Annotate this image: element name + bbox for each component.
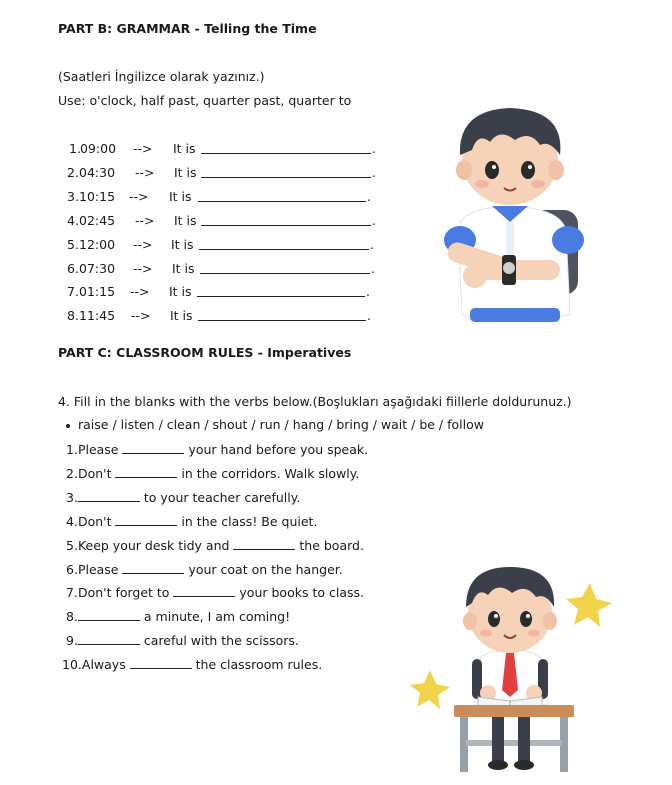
item-number: 2. — [66, 466, 78, 481]
rule-item — [62, 656, 322, 672]
time-value: 02:45 — [79, 213, 116, 228]
item-number: 2. — [67, 165, 79, 180]
it-is-text: It is — [174, 213, 197, 228]
time-item — [0, 189, 400, 205]
desk-shape — [454, 705, 574, 717]
it-is-text: It is — [169, 189, 192, 204]
rule-item — [66, 441, 368, 457]
sentence-start: Don't — [77, 466, 116, 481]
verb-blank[interactable] — [122, 561, 184, 574]
time-value: 04:30 — [79, 165, 116, 180]
arrow-text: --> — [130, 284, 150, 299]
word-bank-text: raise / listen / clean / shout / run / hang / bring / wait / be / follow — [78, 417, 484, 432]
rule-item — [66, 513, 317, 529]
item-number: 10. — [62, 657, 82, 672]
part-b-instruction-use: Use: o'clock, half past, quarter past, quarter to — [58, 93, 352, 108]
arrow-text: --> — [133, 261, 153, 276]
answer-blank[interactable] — [197, 284, 365, 297]
time-item — [0, 237, 400, 253]
sentence-end: a minute, I am coming! — [139, 609, 291, 624]
verb-blank[interactable] — [78, 608, 140, 621]
rule-item — [66, 489, 300, 505]
item-number: 5. — [66, 538, 78, 553]
part-b-heading: PART B: GRAMMAR - Telling the Time — [58, 21, 317, 36]
sentence-end: the classroom rules. — [191, 657, 323, 672]
boy-checking-watch-illustration — [420, 100, 600, 325]
end-dot: . — [367, 308, 371, 323]
rule-item — [66, 584, 364, 600]
verb-blank[interactable] — [233, 537, 295, 550]
item-number: 4. — [66, 514, 78, 529]
sentence-start: Don't — [77, 514, 116, 529]
star-icon — [410, 670, 450, 709]
part-c-instruction: 4. Fill in the blanks with the verbs below.(Boşlukları aşağıdaki fiillerle doldurunuz.) — [58, 394, 572, 409]
answer-blank[interactable] — [199, 237, 369, 250]
it-is-text: It is — [172, 261, 195, 276]
sentence-end: to your teacher carefully. — [139, 490, 301, 505]
item-number: 6. — [67, 261, 79, 276]
verb-blank[interactable] — [78, 489, 140, 502]
part-b-instruction-tr: (Saatleri İngilizce olarak yazınız.) — [58, 69, 265, 84]
time-item — [0, 213, 400, 229]
end-dot: . — [372, 213, 376, 228]
sentence-start: Please — [77, 562, 123, 577]
arrow-text: --> — [133, 237, 153, 252]
it-is-text: It is — [170, 308, 193, 323]
item-number: 6. — [66, 562, 78, 577]
end-dot: . — [366, 284, 370, 299]
item-number: 8. — [67, 308, 79, 323]
sentence-end: careful with the scissors. — [139, 633, 299, 648]
item-number: 1. — [69, 141, 81, 156]
answer-blank[interactable] — [200, 261, 370, 274]
answer-blank[interactable] — [201, 141, 371, 154]
time-item — [0, 284, 400, 300]
arrow-text: --> — [135, 165, 155, 180]
rule-item — [66, 561, 343, 577]
boy-at-desk-illustration — [400, 555, 625, 777]
answer-blank[interactable] — [198, 308, 366, 321]
item-number: 5. — [67, 237, 79, 252]
sentence-end: in the corridors. Walk slowly. — [177, 466, 360, 481]
sentence-end: the board. — [295, 538, 364, 553]
time-item — [0, 308, 400, 324]
end-dot: . — [372, 165, 376, 180]
rule-item — [66, 632, 299, 648]
time-value: 10:15 — [79, 189, 116, 204]
end-dot: . — [370, 237, 374, 252]
item-number: 3. — [66, 490, 78, 505]
end-dot: . — [367, 189, 371, 204]
item-number: 3. — [67, 189, 79, 204]
it-is-text: It is — [171, 237, 194, 252]
time-value: 07:30 — [79, 261, 116, 276]
verb-blank[interactable] — [173, 584, 235, 597]
arrow-text: --> — [129, 189, 149, 204]
sentence-end: in the class! Be quiet. — [177, 514, 318, 529]
arrow-text: --> — [135, 213, 155, 228]
it-is-text: It is — [173, 141, 196, 156]
item-number: 4. — [67, 213, 79, 228]
sentence-end: your books to class. — [235, 585, 364, 600]
bullet-icon — [66, 424, 70, 428]
verb-blank[interactable] — [122, 441, 184, 454]
sentence-start: Keep your desk tidy and — [77, 538, 234, 553]
sentence-start: Don't forget to — [77, 585, 174, 600]
end-dot: . — [371, 261, 375, 276]
rule-item — [66, 608, 290, 624]
time-value: 11:45 — [79, 308, 116, 323]
answer-blank[interactable] — [198, 189, 366, 202]
it-is-text: It is — [174, 165, 197, 180]
item-number: 8. — [66, 609, 78, 624]
item-number: 1. — [66, 442, 78, 457]
star-icon — [566, 583, 612, 627]
item-number: 7. — [67, 284, 79, 299]
item-number: 9. — [66, 633, 78, 648]
sentence-end: your coat on the hanger. — [184, 562, 343, 577]
rule-item — [66, 465, 359, 481]
sentence-end: your hand before you speak. — [184, 442, 369, 457]
answer-blank[interactable] — [201, 165, 371, 178]
time-item — [0, 165, 400, 181]
answer-blank[interactable] — [201, 213, 371, 226]
arrow-text: --> — [133, 141, 153, 156]
time-value: 12:00 — [79, 237, 116, 252]
word-bank — [66, 417, 484, 432]
rule-item — [66, 537, 364, 553]
sentence-start: Please — [77, 442, 123, 457]
item-number: 7. — [66, 585, 78, 600]
time-item — [0, 141, 400, 157]
time-value: 01:15 — [79, 284, 116, 299]
it-is-text: It is — [169, 284, 192, 299]
arrow-text: --> — [131, 308, 151, 323]
time-item — [0, 261, 400, 277]
verb-blank[interactable] — [130, 656, 192, 669]
verb-blank[interactable] — [115, 513, 177, 526]
verb-blank[interactable] — [78, 632, 140, 645]
sentence-start: Always — [81, 657, 130, 672]
time-value: 09:00 — [80, 141, 117, 156]
part-c-heading: PART C: CLASSROOM RULES - Imperatives — [58, 345, 352, 360]
end-dot: . — [372, 141, 376, 156]
verb-blank[interactable] — [115, 465, 177, 478]
